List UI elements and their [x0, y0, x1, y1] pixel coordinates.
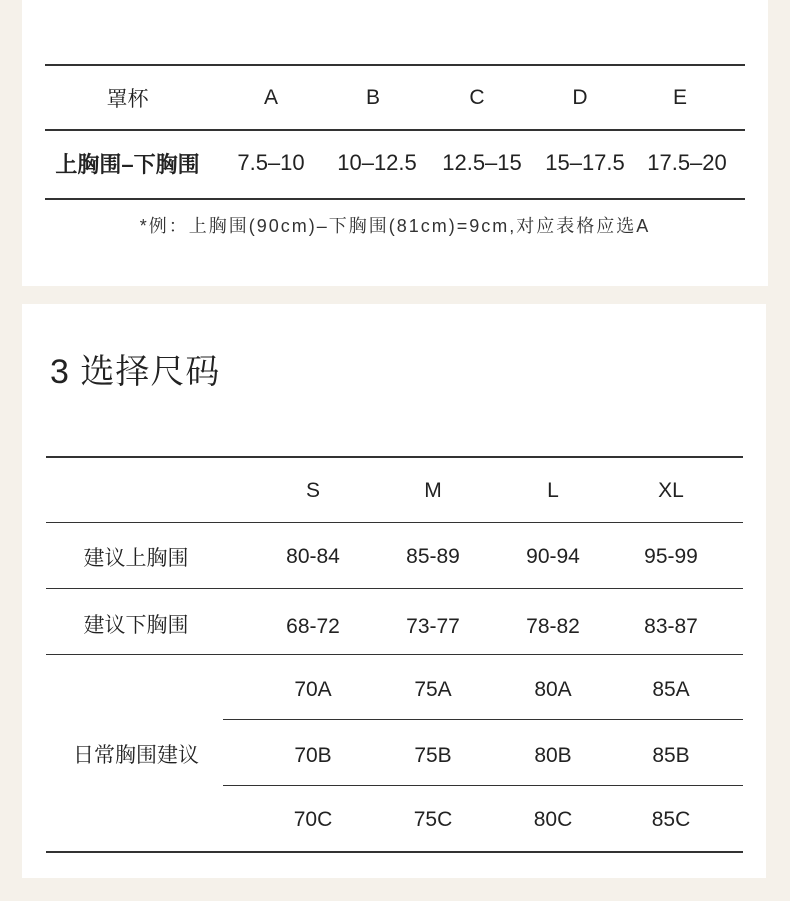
cup-value-a: 7.5–10: [237, 150, 305, 175]
cup-value-e: 17.5–20: [647, 150, 727, 175]
cup-header-d: D: [572, 86, 588, 109]
upper-bust-s: 80-84: [286, 545, 340, 568]
table-rule: [223, 719, 743, 720]
section-title: 3 选择尺码: [50, 353, 221, 391]
under-bust-m: 73-77: [406, 615, 460, 638]
table-rule: [46, 522, 743, 523]
size-table: [46, 456, 743, 854]
daily-c-s: 70C: [293, 808, 333, 831]
table-rule: [46, 588, 743, 589]
daily-c-l: 80C: [533, 808, 573, 831]
size-header-s: S: [305, 479, 320, 502]
size-header-m: M: [424, 479, 442, 502]
daily-a-m: 75A: [414, 678, 452, 701]
daily-a-xl: 85A: [652, 678, 690, 701]
size-header-xl: XL: [658, 479, 684, 502]
cup-value-row: [45, 131, 745, 195]
cup-value-d: 15–17.5: [545, 150, 625, 175]
size-header-l: L: [547, 479, 559, 502]
row-label-daily: 日常胸围建议: [73, 744, 199, 767]
daily-b-xl: 85B: [652, 744, 690, 767]
table-rule: [223, 785, 743, 786]
row-label-under-bust: 建议下胸围: [83, 614, 189, 637]
cup-row-label: 上胸围–下胸围: [55, 151, 200, 177]
table-rule: [46, 654, 743, 655]
cup-header-label: 罩杯: [106, 88, 149, 111]
upper-bust-m: 85-89: [406, 545, 460, 568]
upper-bust-l: 90-94: [526, 545, 580, 568]
cup-header-row: [45, 66, 745, 130]
daily-b-s: 70B: [294, 744, 332, 767]
daily-a-l: 80A: [534, 678, 572, 701]
cup-header-e: E: [672, 86, 687, 109]
daily-c-xl: 85C: [651, 808, 691, 831]
row-label-upper-bust: 建议上胸围: [83, 547, 189, 570]
table-rule: [46, 456, 743, 458]
cup-value-c: 12.5–15: [442, 150, 522, 175]
under-bust-s: 68-72: [286, 615, 340, 638]
cup-note: *例：上胸围(90cm)–下胸围(81cm)=9cm,对应表格应选A: [139, 216, 651, 236]
daily-a-s: 70A: [294, 678, 332, 701]
table-rule: [45, 198, 745, 200]
daily-b-m: 75B: [414, 744, 452, 767]
cup-header-b: B: [365, 86, 380, 109]
cup-header-c: C: [469, 86, 485, 109]
upper-bust-xl: 95-99: [644, 545, 698, 568]
cup-header-a: A: [263, 86, 278, 109]
under-bust-xl: 83-87: [644, 615, 698, 638]
daily-c-m: 75C: [413, 808, 453, 831]
daily-b-l: 80B: [534, 744, 572, 767]
under-bust-l: 78-82: [526, 615, 580, 638]
table-rule: [46, 851, 743, 853]
cup-value-b: 10–12.5: [337, 150, 417, 175]
